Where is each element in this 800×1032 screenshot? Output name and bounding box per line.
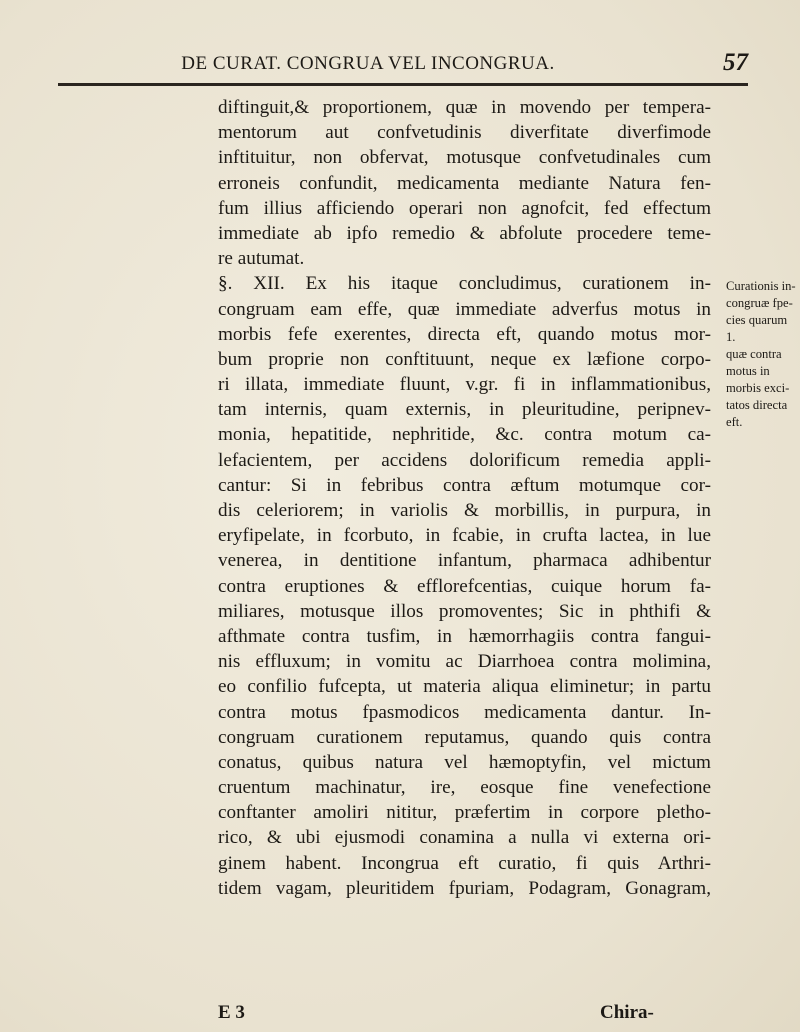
margin-note-line: morbis exci- — [726, 381, 790, 395]
margin-note-line: 1. — [726, 330, 736, 344]
text-line: congruam curationem reputamus, quando quis contra — [218, 726, 711, 748]
text-line: mentorum aut confvetudinis diverfitate diverfimode — [218, 122, 711, 144]
text-line: contra motus fpasmodicos medicamenta dantur. In- — [218, 701, 711, 723]
catchword: Chira- — [600, 1002, 654, 1023]
page-header — [58, 49, 748, 93]
text-line: immediate ab ipfo remedio & abfolute procedere teme- — [218, 222, 711, 244]
text-line: conftanter amoliri nititur, præfertim in corpore pletho- — [218, 802, 711, 824]
margin-note — [726, 278, 798, 431]
margin-note-line: quæ contra — [726, 347, 782, 361]
text-line: monia, hepatitide, nephritide, &c. contra motum ca- — [218, 424, 711, 446]
text-line: cantur: Si in febribus contra æftum motumque cor- — [218, 474, 711, 496]
text-line: rico, & ubi ejusmodi conamina a nulla vi externa ori- — [218, 827, 711, 849]
text-line: venerea, in dentitione infantum, pharmaca adhibentur — [218, 550, 711, 572]
text-line: tam internis, quam externis, in pleuritudine, peripnev- — [218, 399, 711, 421]
margin-note-line: motus in — [726, 364, 770, 378]
margin-note-line: eft. — [726, 415, 743, 429]
margin-note-line: cies quarum — [726, 313, 788, 327]
text-line: fum illius afficiendo operari non agnofcit, fed effectum — [218, 197, 711, 219]
text-line: ri illata, immediate fluunt, v.gr. fi in inflammationibus, — [218, 374, 711, 396]
margin-note-line: tatos directa — [726, 398, 788, 412]
main-text-block — [218, 95, 711, 901]
text-line: miliares, motusque illos promoventes; Sic in phthifi & — [218, 600, 711, 622]
margin-note-line: congruæ fpe- — [726, 296, 793, 310]
text-line: afthmate contra tusfim, in hæmorrhagiis contra fangui- — [218, 625, 711, 647]
running-head: DE CURAT. CONGRUA VEL INCONGRUA. — [181, 53, 555, 74]
text-line: eo confilio fufcepta, ut materia aliqua eliminetur; in partu — [218, 676, 711, 698]
text-line: inftituitur, non obfervat, motusque confvetudinales cum — [218, 147, 711, 169]
text-line: cruentum machinatur, ire, eosque fine venefectione — [218, 777, 711, 799]
page-number: 57 — [723, 49, 748, 76]
text-line: contra eruptiones & efflorefcentias, cuique horum fa- — [218, 575, 711, 597]
text-line: conatus, quibus natura vel hæmoptyfin, vel mictum — [218, 751, 711, 773]
text-line: lefacientem, per accidens dolorificum remedia appli- — [218, 449, 711, 471]
text-line: ginem habent. Incongrua eft curatio, fi quis Arthri- — [218, 852, 711, 874]
text-line: nis effluxum; in vomitu ac Diarrhoea contra molimina, — [218, 651, 711, 673]
text-line: eryfipelate, in fcorbuto, in fcabie, in crufta lactea, in lue — [218, 525, 711, 547]
text-line: congruam eam effe, quæ immediate adverfus motus in — [218, 298, 711, 320]
text-line: re autumat. — [218, 248, 305, 270]
signature-mark: E 3 — [218, 1002, 245, 1023]
text-line: morbis fefe exerentes, directa eft, quando motus mor- — [218, 323, 711, 345]
margin-note-line: Curationis in- — [726, 279, 796, 293]
text-line: diftinguit,& proportionem, quæ in movendo per tempera- — [218, 97, 711, 118]
text-line: tidem vagam, pleuritidem fpuriam, Podagram, Gonagram, — [218, 877, 711, 899]
text-line: dis celeriorem; in variolis & morbillis, in purpura, in — [218, 500, 711, 521]
text-line: bum proprie non conftituunt, neque ex læfione corpo- — [218, 348, 711, 370]
header-rule — [58, 83, 748, 86]
text-line: erroneis confundit, medicamenta mediante Natura fen- — [218, 172, 711, 194]
text-line: §. XII. Ex his itaque concludimus, curationem in- — [218, 273, 711, 295]
